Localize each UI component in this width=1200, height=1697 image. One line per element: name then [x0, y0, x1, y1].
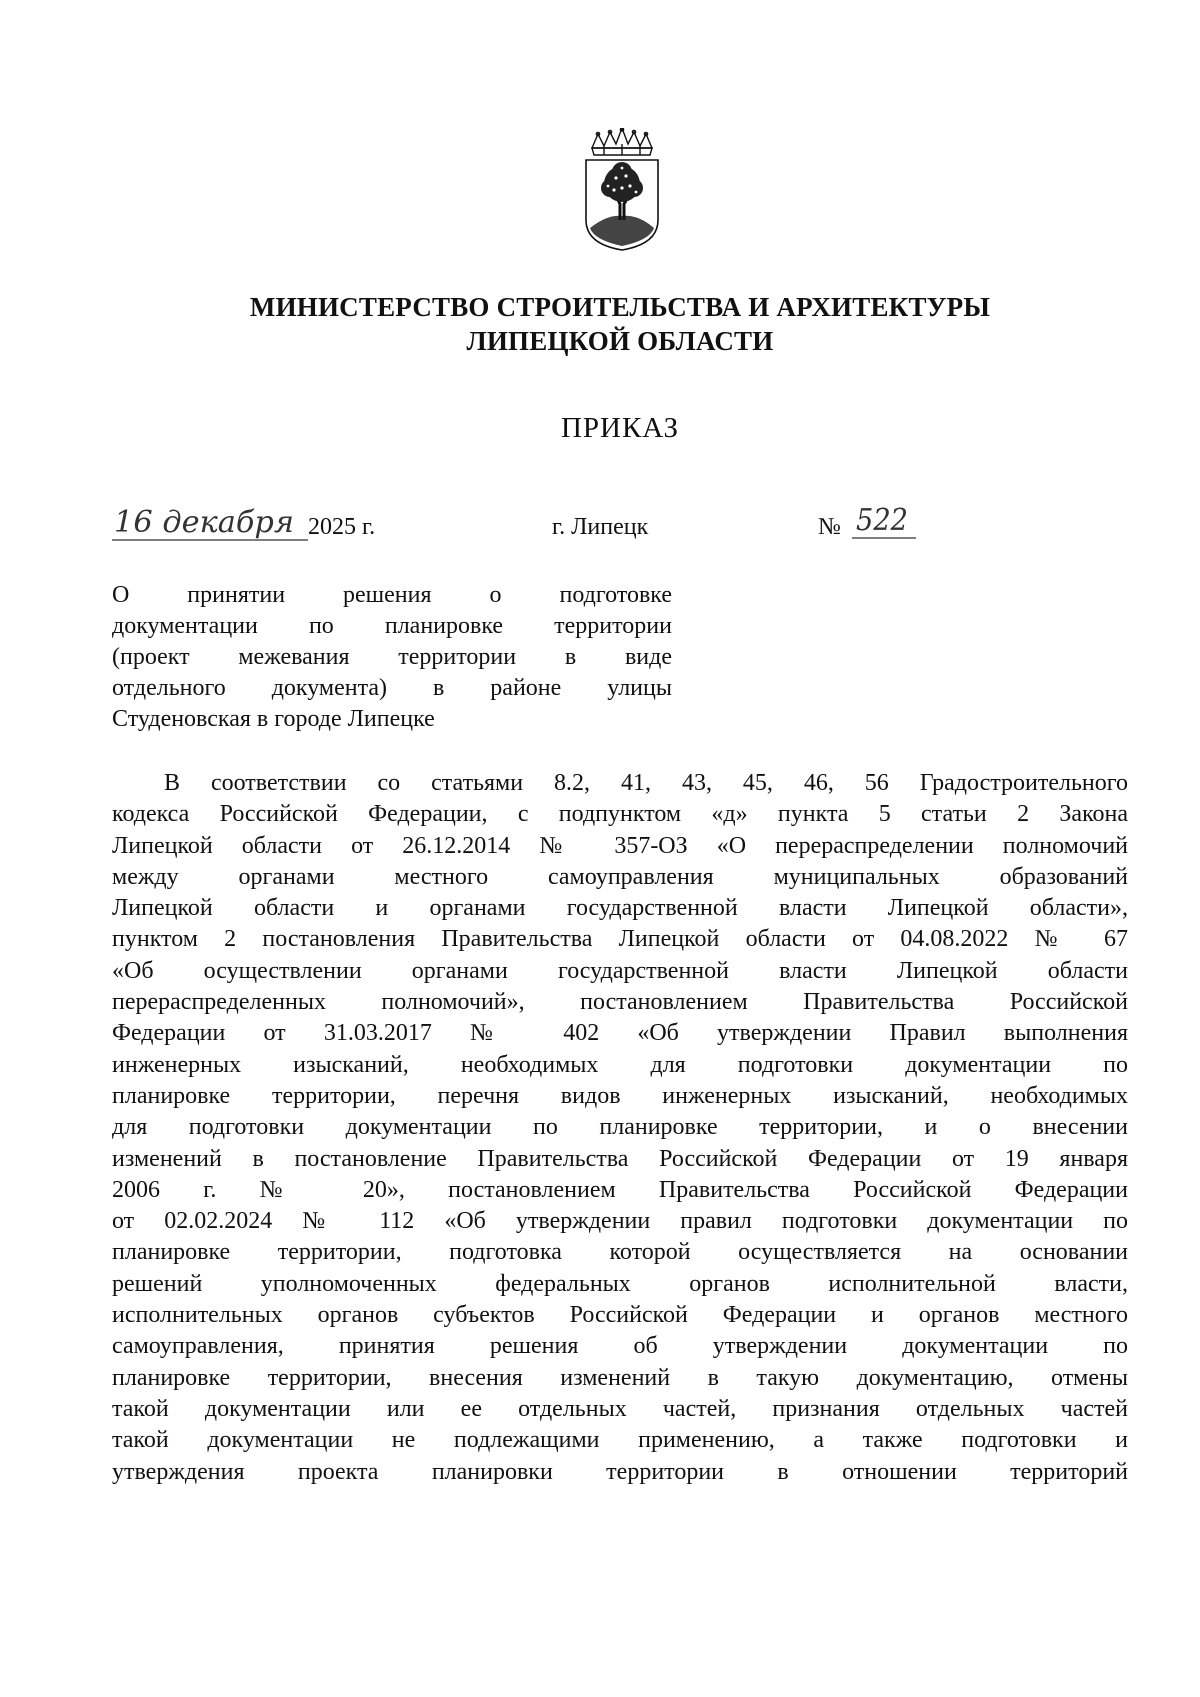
- handwritten-date: [112, 502, 308, 544]
- document-year: 2025 г.: [308, 514, 376, 540]
- body-line: Липецкой области и органами государственной власти Липецкой области»,: [112, 895, 1128, 922]
- subject-line: (проект межевания территории в виде: [112, 644, 672, 670]
- body-line: между органами местного самоуправления муниципальных образований: [112, 863, 1128, 890]
- body-line: решений уполномоченных федеральных органов исполнительной власти,: [112, 1270, 1128, 1297]
- svg-text:16 декабря: 16 декабря: [114, 505, 294, 540]
- subject-line: документации по планировке территории: [112, 613, 672, 639]
- document-body: [112, 768, 1128, 1488]
- body-line: 2006 г. № 20», постановлением Правительства Российской Федерации: [112, 1176, 1128, 1203]
- number-sign: №: [818, 514, 841, 540]
- subject-line: О принятии решения о подготовке: [112, 582, 672, 608]
- body-line: изменений в постановление Правительства Российской Федерации от 19 января: [112, 1145, 1128, 1172]
- ministry-name-line2: ЛИПЕЦКОЙ ОБЛАСТИ: [466, 326, 774, 356]
- body-line: инженерных изысканий, необходимых для подготовки документации по: [112, 1051, 1128, 1078]
- body-line: утверждения проекта планировки территории в отношении территорий: [112, 1458, 1128, 1485]
- body-line: такой документации или ее отдельных частей, признания отдельных частей: [112, 1395, 1128, 1422]
- document-city: г. Липецк: [552, 514, 649, 540]
- body-line: для подготовки документации по планировке территории, и о внесении: [112, 1114, 1128, 1141]
- subject-line: отдельного документа) в районе улицы: [112, 675, 672, 701]
- body-line: от 02.02.2024 № 112 «Об утверждении правил подготовки документации по: [112, 1208, 1128, 1235]
- body-line: планировке территории, подготовка которой осуществляется на основании: [112, 1239, 1128, 1266]
- body-line: «Об осуществлении органами государственной власти Липецкой области: [112, 957, 1128, 984]
- ministry-name: [0, 290, 1200, 358]
- ministry-name-line1: МИНИСТЕРСТВО СТРОИТЕЛЬСТВА И АРХИТЕКТУРЫ: [249, 292, 991, 322]
- svg-text:522: 522: [856, 503, 908, 538]
- body-line: исполнительных органов субъектов Российской Федерации и органов местного: [112, 1302, 1128, 1329]
- body-line: планировке территории, внесения изменений в такую документацию, отмены: [112, 1364, 1128, 1391]
- handwritten-number: [852, 500, 916, 542]
- document-type: ПРИКАЗ: [560, 412, 680, 444]
- body-line: планировке территории, перечня видов инженерных изысканий, необходимых: [112, 1082, 1128, 1109]
- body-line: Липецкой области от 26.12.2014 № 357-ОЗ «О перераспределении полномочий: [112, 832, 1128, 859]
- body-line: такой документации не подлежащими применению, а также подготовки и: [112, 1427, 1128, 1454]
- lipetsk-coat-of-arms-icon: [580, 128, 664, 252]
- body-line: кодекса Российской Федерации, с подпунктом «д» пункта 5 статьи 2 Закона: [112, 801, 1128, 828]
- subject-line: Студеновская в городе Липецке: [112, 706, 435, 732]
- body-line: Федерации от 31.03.2017 № 402 «Об утверждении Правил выполнения: [112, 1020, 1128, 1047]
- body-line: самоуправления, принятия решения об утверждении документации по: [112, 1333, 1128, 1360]
- body-line: пунктом 2 постановления Правительства Липецкой области от 04.08.2022 № 67: [112, 926, 1128, 953]
- body-line: В соответствии со статьями 8.2, 41, 43, 45, 46, 56 Градостроительного: [164, 770, 1128, 796]
- document-subject: [112, 580, 672, 735]
- body-line: перераспределенных полномочий», постановлением Правительства Российской: [112, 989, 1128, 1016]
